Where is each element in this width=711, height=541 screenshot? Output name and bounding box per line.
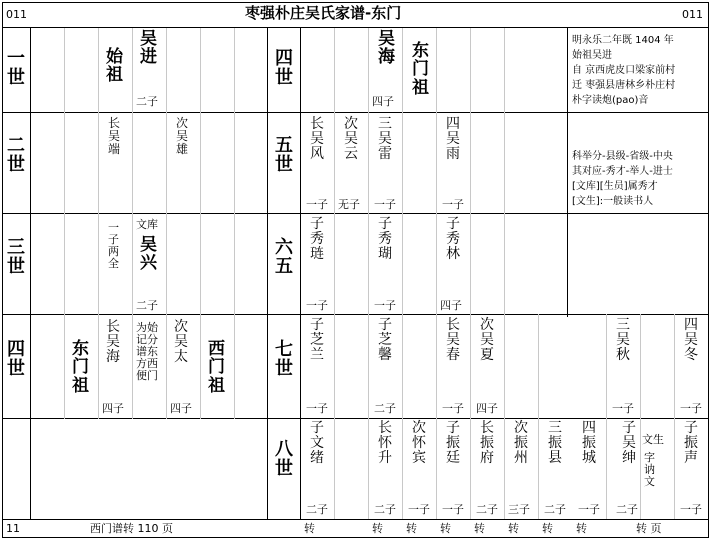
col-guide: [640, 314, 641, 519]
col-guide: [538, 314, 539, 519]
son-count: 四子: [476, 402, 498, 415]
son-count: 一子: [442, 402, 464, 415]
son-count: 一子: [442, 503, 464, 516]
col-rule: [300, 27, 301, 520]
branch-label: 东门祖: [72, 339, 89, 396]
transfer-mark: 转: [372, 522, 383, 535]
generation-label: 四世: [275, 48, 293, 89]
generation-label: 六五: [275, 237, 293, 278]
son-count: 二子: [136, 299, 158, 312]
col-rule: [567, 27, 568, 317]
son-count: 一子: [374, 299, 396, 312]
person-name: 子秀林: [446, 216, 460, 263]
son-count: 一子: [442, 198, 464, 211]
note-line: 始祖吴进: [572, 50, 612, 61]
person-note: 文生: [642, 433, 664, 446]
person-name: 长吴端: [108, 116, 121, 156]
col-rule: [267, 27, 268, 520]
son-count: 一子: [408, 503, 430, 516]
person-note: 字讷文: [644, 451, 655, 488]
son-count: 一子: [612, 402, 634, 415]
row-rule: [2, 418, 709, 419]
col-guide: [132, 28, 133, 419]
branch-label: 西门祖: [208, 339, 225, 396]
frame-top: [2, 2, 709, 3]
person-name: 子秀瑚: [378, 216, 392, 263]
col-guide: [606, 314, 607, 519]
son-count: 二子: [374, 503, 396, 516]
col-guide: [64, 28, 65, 419]
person-name: 子秀琏: [310, 216, 324, 263]
row-rule: [2, 213, 709, 214]
son-count: 四子: [102, 402, 124, 415]
person-note: 一子两全: [108, 221, 119, 270]
col-guide: [504, 28, 505, 519]
frame-bottom: [2, 537, 709, 538]
person-name: 子文绪: [310, 420, 324, 467]
note-line: 自 京西虎皮口梁家前村: [572, 65, 676, 76]
generation-label: 八世: [275, 439, 293, 480]
person-label: 始祖: [106, 47, 123, 86]
footer-transfer-note: 西门谱转 110 页: [90, 522, 173, 535]
person-name: 吴海: [378, 29, 395, 68]
person-name: 次吴夏: [480, 317, 494, 364]
generation-label: 一世: [7, 48, 25, 89]
person-name: 三振县: [548, 420, 562, 467]
transfer-mark: 转 页: [636, 522, 662, 535]
person-name: 长振府: [480, 420, 494, 467]
son-count: 二子: [476, 503, 498, 516]
person-name: 次吴云: [344, 116, 358, 163]
transfer-mark: 转: [440, 522, 451, 535]
son-count: 一子: [680, 402, 702, 415]
person-name: 长怀升: [378, 420, 392, 467]
person-name: 长吴海: [106, 319, 120, 366]
header-rule: [2, 27, 709, 28]
transfer-mark: 转: [406, 522, 417, 535]
son-count: 无子: [338, 198, 360, 211]
person-name: 吴兴: [140, 235, 157, 274]
note-line: 朴字读炮(pao)音: [572, 95, 649, 106]
col-guide: [402, 28, 403, 519]
col-guide: [200, 28, 201, 419]
row-rule: [2, 314, 709, 315]
row-rule: [2, 112, 709, 113]
col-guide: [234, 28, 235, 419]
son-count: 二子: [306, 503, 328, 516]
generation-label: 二世: [7, 135, 25, 176]
person-name: 次怀宾: [412, 420, 426, 467]
generation-label: 五世: [275, 135, 293, 176]
page-title: 枣强朴庄吴氏家谱-东门: [245, 4, 402, 22]
transfer-mark: 转: [474, 522, 485, 535]
person-name: 四吴雨: [446, 116, 460, 163]
generation-label: 四世: [7, 339, 25, 380]
son-count: 一子: [306, 299, 328, 312]
person-name: 子吴绅: [622, 420, 636, 467]
person-name: 次吴雄: [176, 116, 189, 156]
col-rule: [30, 27, 31, 520]
frame-right: [708, 2, 709, 538]
person-name: 子振廷: [446, 420, 460, 467]
person-name: 三吴秋: [616, 317, 630, 364]
person-name: 子芝兰: [310, 317, 324, 364]
son-count: 四子: [170, 402, 192, 415]
note-line: 迁 枣强县唐林乡朴庄村: [572, 80, 676, 91]
son-count: 四子: [440, 299, 462, 312]
col-guide: [334, 28, 335, 519]
son-count: 二子: [544, 503, 566, 516]
note-line: [文生]:一般读书人: [572, 196, 654, 207]
note-line: 科举分-县级-省级-中央: [572, 151, 673, 162]
branch-note: 为始记分谱东方西便门: [136, 321, 158, 382]
person-name: 子芝馨: [378, 317, 392, 364]
row-rule: [2, 519, 709, 520]
page-number-left: 011: [6, 8, 27, 21]
son-count: 四子: [372, 95, 394, 108]
col-guide: [436, 28, 437, 519]
person-name: 吴进: [140, 29, 157, 68]
person-name: 四吴冬: [684, 317, 698, 364]
generation-label: 三世: [7, 237, 25, 278]
frame-left: [2, 2, 3, 538]
note-line: [文库][生员]属秀才: [572, 181, 658, 192]
person-name: 子振声: [684, 420, 698, 467]
rank-label: 文库: [136, 218, 158, 231]
person-name: 四振城: [582, 420, 596, 467]
person-name: 次振州: [514, 420, 528, 467]
col-guide: [368, 28, 369, 519]
person-name: 长吴春: [446, 317, 460, 364]
page-number-right: 011: [682, 8, 703, 21]
transfer-mark: 转: [508, 522, 519, 535]
person-name: 三吴雷: [378, 116, 392, 163]
son-count: 一子: [306, 198, 328, 211]
person-name: 长吴风: [310, 116, 324, 163]
son-count: 二子: [136, 95, 158, 108]
generation-label: 七世: [275, 339, 293, 380]
son-count: 一子: [680, 503, 702, 516]
col-guide: [98, 28, 99, 419]
col-guide: [674, 314, 675, 519]
son-count: 一子: [374, 198, 396, 211]
note-line: 其对应-秀才-举人-进士: [572, 166, 673, 177]
son-count: 一子: [306, 402, 328, 415]
transfer-mark: 转: [542, 522, 553, 535]
note-line: 明永乐二年既 1404 年: [572, 35, 674, 46]
son-count: 二子: [616, 503, 638, 516]
col-guide: [470, 28, 471, 519]
transfer-mark: 转: [576, 522, 587, 535]
person-name: 次吴太: [174, 319, 188, 366]
son-count: 二子: [374, 402, 396, 415]
transfer-mark: 转: [304, 522, 315, 535]
son-count: 三子: [508, 503, 530, 516]
son-count: 一子: [578, 503, 600, 516]
col-guide: [166, 28, 167, 419]
footer-page-number: 11: [6, 522, 20, 535]
branch-label: 东门祖: [412, 41, 429, 98]
